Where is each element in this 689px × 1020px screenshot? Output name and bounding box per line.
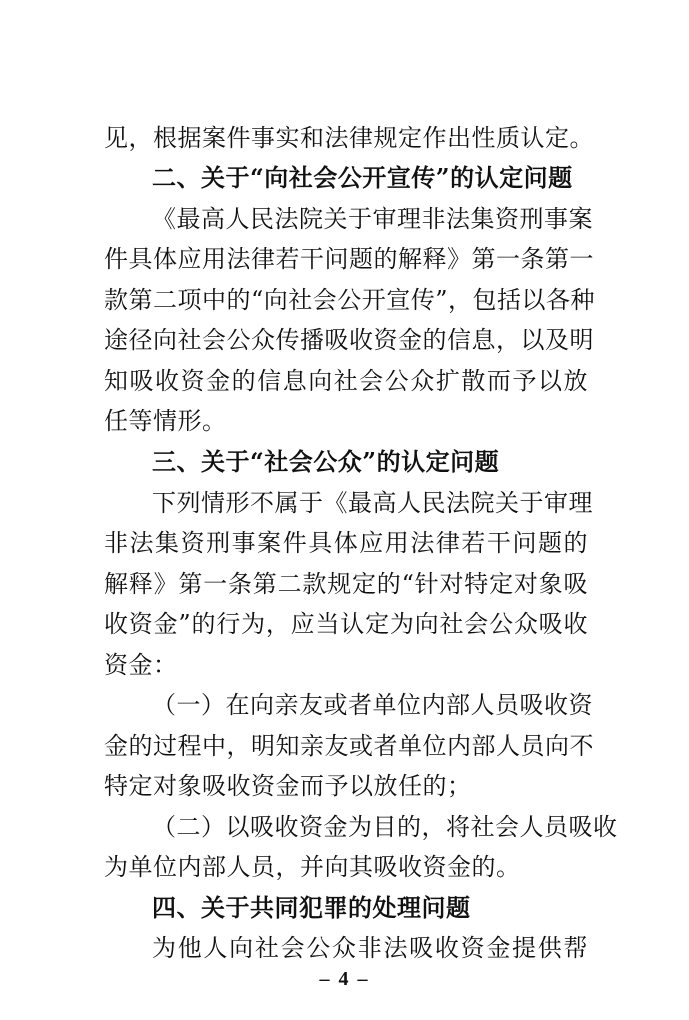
paragraph-line: 为他人向社会公众非法吸收资金提供帮 — [152, 934, 588, 962]
paragraph-line: 收资金”的行为，应当认定为向社会公众吸收 — [104, 610, 588, 638]
paragraph-line: 解释》第一条第二款规定的“针对特定对象吸 — [104, 570, 588, 598]
list-item-line: （二）以吸收资金为目的，将社会人员吸收 — [152, 813, 618, 841]
paragraph-line: 款第二项中的“向社会公开宣传”，包括以各种 — [104, 286, 596, 314]
paragraph-line: 知吸收资金的信息向社会公众扩散而予以放 — [104, 367, 588, 395]
page-number: – 4 – — [319, 968, 370, 990]
list-item-line: 金的过程中，明知亲友或者单位内部人员向不 — [104, 732, 594, 760]
paragraph-line: 途径向社会公众传播吸收资金的信息，以及明 — [104, 326, 594, 354]
paragraph-line: 见，根据案件事实和法律规定作出性质认定。 — [104, 124, 594, 152]
section-heading: 三、关于“社会公众”的认定问题 — [152, 447, 500, 476]
paragraph-line: 《最高人民法院关于审理非法集资刑事案 — [152, 205, 593, 233]
list-item-line: （一）在向亲友或者单位内部人员吸收资 — [152, 691, 593, 719]
paragraph-line: 件具体应用法律若干问题的解释》第一条第一 — [104, 245, 594, 273]
list-item-line: 特定对象吸收资金而予以放任的； — [104, 772, 472, 800]
paragraph-line: 非法集资刑事案件具体应用法律若干问题的 — [104, 529, 588, 557]
list-item-line: 为单位内部人员，并向其吸收资金的。 — [104, 853, 521, 881]
paragraph-line: 下列情形不属于《最高人民法院关于审理 — [152, 489, 593, 517]
paragraph-line: 资金： — [104, 651, 178, 679]
section-heading: 二、关于“向社会公开宣传”的认定问题 — [152, 163, 573, 192]
section-heading: 四、关于共同犯罪的处理问题 — [152, 893, 471, 922]
paragraph-line: 任等情形。 — [104, 407, 227, 435]
